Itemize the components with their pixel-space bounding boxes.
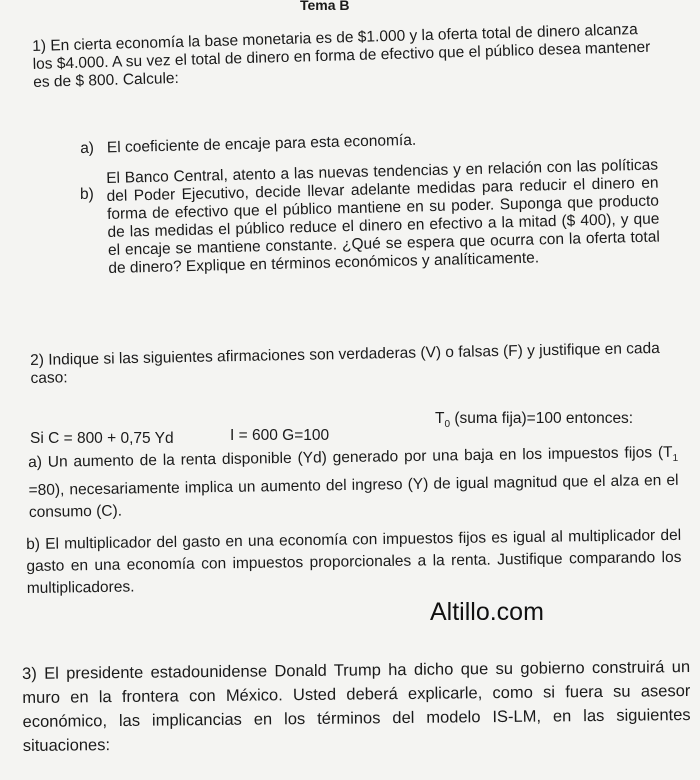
equation-taxes (435, 410, 633, 430)
tax-symbol: T (435, 410, 445, 427)
question-1b-label: b) (80, 186, 94, 203)
question-3-text: 3) El presidente estadounidense Donald Trump ha dicho que su gobierno construirá un muro en la frontera con México. Usted deberá explicarle, como si fuera su asesor económico, las implicancias en los términos del modelo IS-LM, en las siguientes situaciones: (22, 658, 691, 755)
question-2-text: 2) Indique si las siguientes afirmaciones son verdaderas (V) o falsas (F) y justifique en cada caso: (30, 339, 660, 387)
question-2b: b) El multiplicador del gasto en una economía con impuestos fijos es igual al multiplicador del gasto en una economía con impuestos proporcionales a la renta. Justifique comparando los multiplicadores. (26, 526, 682, 597)
tax-subscript: 0 (444, 419, 451, 431)
question-2a-subscript: 1 (672, 452, 679, 464)
watermark-text: Altillo.com (430, 598, 544, 626)
question-1-text: 1) En cierta economía la base monetaria es de $1.000 y la oferta total de dinero alcanza los $4.000. A su vez el total de dinero en forma de efectivo que el público desea mantener es de $ 800. Calcule: (32, 21, 651, 91)
equation-investment-government: I = 600 G=100 (230, 427, 330, 444)
question-1a (80, 126, 640, 158)
page-title: Tema B (300, 0, 350, 13)
question-2a-text-1: a) Un aumento de la renta disponible (Yd) generado por una baja en los impuestos fijos (T (28, 443, 673, 471)
question-2a-text-2: =80), necesariamente implica un aumento del ingreso (Y) de igual magnitud que el alza en el consumo (C). (28, 471, 679, 522)
tax-text: (suma fija)=100 entonces: (450, 410, 634, 427)
equation-consumption: Si C = 800 + 0,75 Yd (30, 430, 174, 447)
question-1b-text: El Banco Central, atento a las nuevas tendencias y en relación con las políticas del Poder Ejecutivo, decide llevar adelante medidas para reducir el dinero en forma de efectivo que el público mantiene en su poder. Suponga que producto de las medidas el público reduce el dinero en efectivo a la mitad ($ 400), y que el encaje se mantiene constante. ¿Qué se espera que ocurra con la oferta total de dinero? Explique en términos económicos y analíticamente. (106, 156, 661, 277)
question-2a (28, 442, 679, 524)
question-1a-label: a) (80, 139, 95, 157)
question-1a-text: El coeficiente de encaje para esta economía. (106, 131, 417, 157)
